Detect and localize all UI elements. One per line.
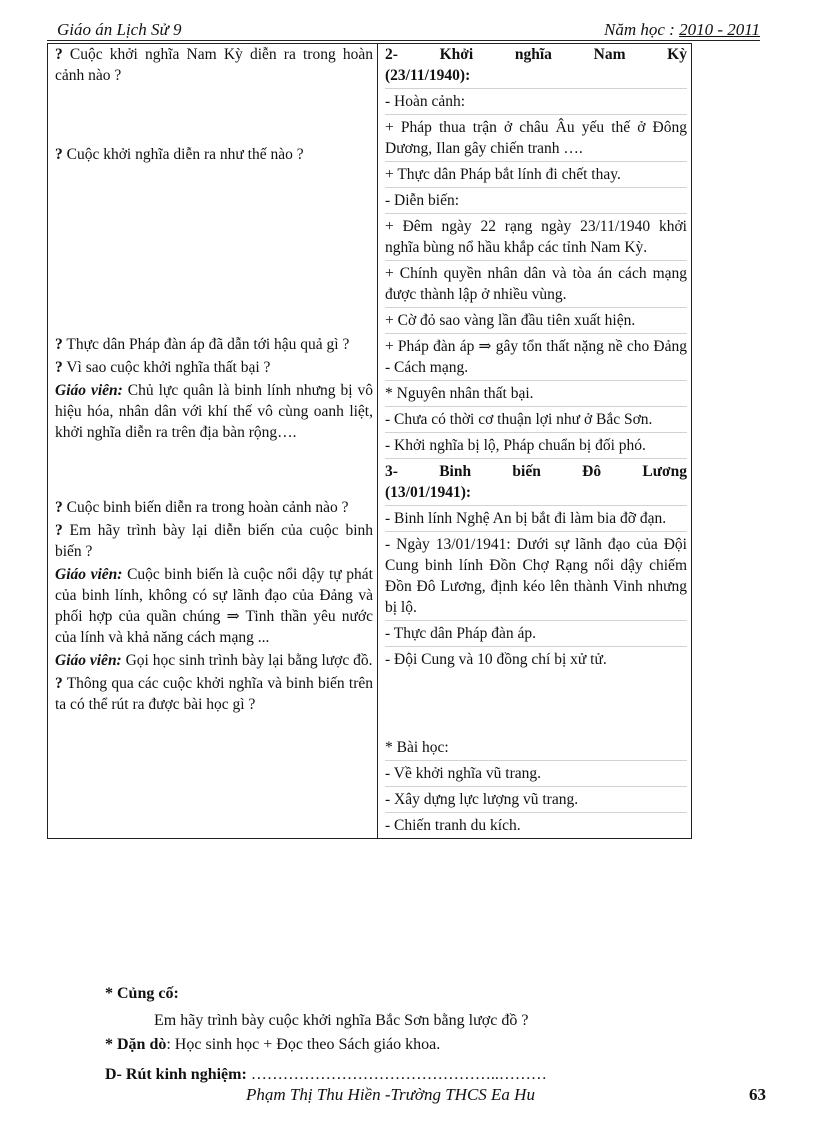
teacher-note-2 [55, 564, 373, 648]
section-title-word: Đô [582, 463, 602, 480]
question-mark: ? [55, 675, 63, 692]
question-7 [55, 673, 373, 715]
question-mark: ? [55, 46, 63, 63]
question-mark: ? [55, 359, 63, 376]
section-title-word: Khởi [439, 46, 474, 63]
teacher-activity-column [48, 44, 378, 839]
question-2 [55, 144, 373, 165]
teacher-note-text: Cuộc binh biến là cuộc nổi dậy tự phát của binh lính, không có sự lãnh đạo của Đảng và phối hợp của quần chúng ⇒ Tinh thần yêu nước của lính và khả năng cách mạng ... [55, 566, 373, 646]
lessons-learned-label: D- Rút kinh nghiệm: [105, 1066, 247, 1083]
section-3-title [385, 461, 687, 506]
content-line: - Ngày 13/01/1941: Dưới sự lãnh đạo của Đội Cung binh lính Đồn Chợ Rạng nổi dậy chiếm Đồn Đô Lương, định kéo lên thành Vinh nhưng bị lộ. [385, 534, 687, 621]
question-mark: ? [55, 499, 63, 516]
content-line: + Đêm ngày 22 rạng ngày 23/11/1940 khởi nghĩa bùng nổ hầu khắp các tỉnh Nam Kỳ. [385, 216, 687, 261]
content-line: - Hoàn cảnh: [385, 91, 687, 115]
section-date: (23/11/1940): [385, 67, 471, 84]
question-text: Cuộc khởi nghĩa Nam Kỳ diễn ra trong hoàn cảnh nào ? [55, 46, 373, 84]
question-1 [55, 44, 373, 86]
question-text: Thực dân Pháp đàn áp đã dẫn tới hậu quả gì ? [62, 336, 350, 353]
content-line: - Đội Cung và 10 đồng chí bị xử tử. [385, 651, 607, 668]
question-mark: ? [55, 522, 63, 539]
lesson-table [47, 43, 692, 839]
section-date: (13/01/1941): [385, 484, 472, 501]
question-mark: ? [55, 146, 63, 163]
consolidation-text: Em hãy trình bày cuộc khởi nghĩa Bắc Sơn bằng lược đồ ? [154, 1012, 529, 1029]
content-line: - Diễn biến: [385, 190, 687, 214]
content-line: + Thực dân Pháp bắt lính đi chết thay. [385, 164, 687, 188]
section-title-word: nghĩa [514, 46, 552, 63]
content-line: * Bài học: [385, 737, 687, 761]
question-6 [55, 520, 373, 562]
teacher-note-1 [55, 380, 373, 443]
question-4 [55, 357, 373, 378]
question-5 [55, 497, 373, 518]
lessons-learned-dots: ………………………………………..……… [246, 1066, 547, 1083]
page-header [47, 20, 760, 41]
teacher-note-text: Gọi học sinh trình bày lại bằng lược đồ. [121, 652, 373, 669]
question-mark: ? [55, 336, 63, 353]
question-text: Cuộc khởi nghĩa diễn ra như thế nào ? [62, 146, 304, 163]
footer-author: Phạm Thị Thu Hiền -Trường THCS Ea Hu [246, 1085, 535, 1104]
homework-label: * Dặn dò [105, 1036, 167, 1053]
content-line: + Chính quyền nhân dân và tòa án cách mạng được thành lập ở nhiều vùng. [385, 263, 687, 308]
content-line: + Pháp thua trận ở châu Âu yếu thế ở Đông Dương, Ilan gây chiến tranh …. [385, 117, 687, 162]
content-line: + Pháp đàn áp ⇒ gây tổn thất nặng nề cho Đảng - Cách mạng. [385, 336, 687, 381]
content-line: * Nguyên nhân thất bại. [385, 383, 687, 407]
content-line: - Về khởi nghĩa vũ trang. [385, 763, 687, 787]
header-year-prefix: Năm học : [604, 20, 680, 39]
section-2-title [385, 44, 687, 89]
content-line: + Cờ đỏ sao vàng lần đầu tiên xuất hiện. [385, 310, 687, 334]
question-3 [55, 334, 373, 355]
teacher-note-text: Chủ lực quân là binh lính nhưng bị vô hiệu hóa, nhân dân với khí thế vô cùng oanh liệt, khởi nghĩa diễn ra trên địa bàn rộng…. [55, 382, 373, 441]
content-line: - Khởi nghĩa bị lộ, Pháp chuẩn bị đối phó. [385, 435, 687, 459]
homework-text: : Học sinh học + Đọc theo Sách giáo khoa. [166, 1036, 441, 1053]
header-year-value: 2010 - 2011 [679, 20, 760, 39]
content-line: - Xây dựng lực lượng vũ trang. [385, 789, 687, 813]
teacher-label: Giáo viên: [55, 566, 123, 583]
section-title-word: Kỳ [667, 46, 687, 63]
teacher-label: Giáo viên: [55, 382, 123, 399]
content-line: - Binh lính Nghệ An bị bắt đi làm bia đỡ đạn. [385, 508, 687, 532]
consolidation-label: * Củng cố: [105, 985, 179, 1002]
content-line: - Thực dân Pháp đàn áp. [385, 623, 687, 647]
header-year [604, 20, 760, 40]
section-number: 2- [385, 46, 398, 63]
section-title-word: Binh [439, 463, 472, 480]
section-number: 3- [385, 463, 398, 480]
teacher-note-3 [55, 650, 373, 671]
section-title-word: Nam [593, 46, 626, 63]
section-title-word: biến [512, 463, 541, 480]
question-text: Em hãy trình bày lại diễn biến của cuộc binh biến ? [55, 522, 373, 560]
teacher-label: Giáo viên: [55, 652, 122, 669]
question-text: Thông qua các cuộc khởi nghĩa và binh biến trên ta có thể rút ra được bài học gì ? [55, 675, 373, 713]
page-number: 63 [749, 1085, 766, 1104]
question-text: Vì sao cuộc khởi nghĩa thất bại ? [62, 359, 271, 376]
section-title-word: Lương [642, 463, 687, 480]
question-text: Cuộc binh biến diễn ra trong hoàn cảnh nào ? [62, 499, 349, 516]
content-line: - Chưa có thời cơ thuận lợi như ở Bắc Sơn. [385, 409, 687, 433]
content-line: - Chiến tranh du kích. [385, 817, 521, 834]
header-subject: Giáo án Lịch Sử 9 [57, 20, 182, 39]
content-column [378, 44, 692, 839]
